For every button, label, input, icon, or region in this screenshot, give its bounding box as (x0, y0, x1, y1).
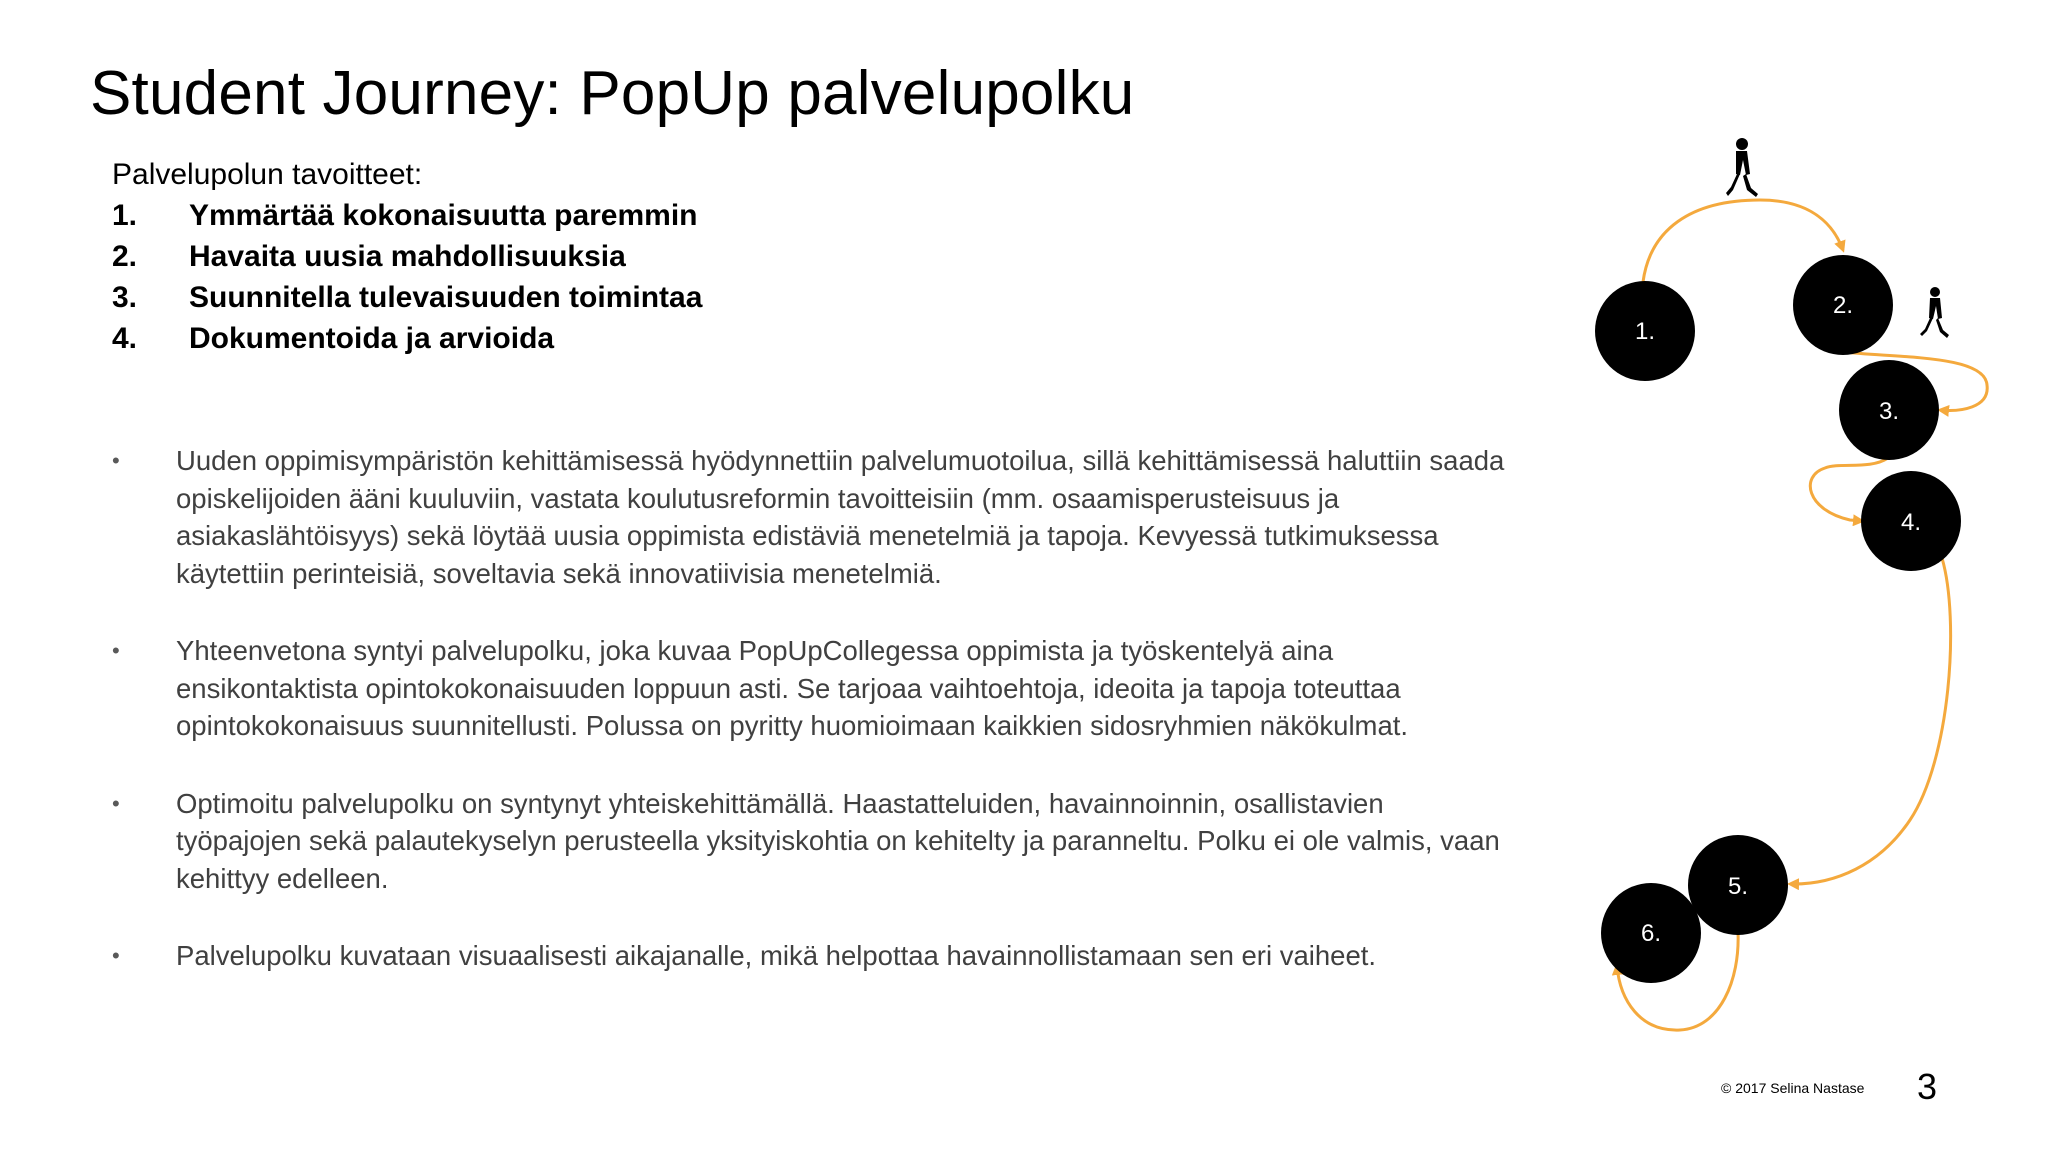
goal-text: Suunnitella tulevaisuuden toimintaa (189, 281, 703, 314)
step-node-4 (1861, 471, 1961, 571)
step-node-6 (1601, 883, 1701, 983)
step-label: 3. (1878, 398, 1900, 425)
journey-diagram (1560, 120, 2020, 1060)
bullet-text: Optimoitu palvelupolku on syntynyt yhteiskehittämällä. Haastatteluiden, havainnoinnin, osallistavien työpajojen sekä palautekyselyn perusteella yksityiskohtia on kehitelty ja paranneltu. Polku ei ole valmis, vaan kehittyy edelleen. (176, 787, 1500, 894)
walking-person-icon (1726, 138, 1758, 197)
bullet-text: Uuden oppimisympäristön kehittämisessä hyödynnettiin palvelumuotoilua, sillä kehittämisessä haluttiin saada opiskelijoiden ääni kuuluviin, vastata koulutusreformin tavoitteisiin (mm. osaamisperusteisuus ja asiakaslähtöisyys) sekä löytää uusia oppimista edistäviä menetelmiä ja tapoja. Kevyessä tutkimuksessa käytettiin perinteisiä, soveltavia sekä innovatiivisia menetelmiä. (176, 445, 1505, 589)
list-item (112, 785, 1512, 898)
list-item (112, 632, 1512, 745)
journey-diagram-svg (1560, 120, 2020, 1060)
step-node-5 (1688, 835, 1788, 935)
page-number: 3 (1917, 1066, 1938, 1107)
goal-number: 1. (112, 199, 138, 232)
step-node-3 (1839, 360, 1939, 460)
goals-heading: Palvelupolun tavoitteet: (112, 158, 423, 191)
step-label: 6. (1640, 920, 1662, 947)
goals-section (112, 154, 702, 359)
step-label: 4. (1900, 509, 1922, 536)
goal-text: Havaita uusia mahdollisuuksia (189, 240, 626, 273)
step-label: 1. (1634, 318, 1656, 345)
bullet-list (112, 442, 1512, 1015)
step-label: 2. (1832, 292, 1854, 319)
bullet-text: Palvelupolku kuvataan visuaalisesti aikajanalle, mikä helpottaa havainnollistamaan sen eri vaiheet. (176, 940, 1377, 971)
goal-item (112, 195, 702, 236)
goal-item (112, 236, 702, 277)
page-title: Student Journey: PopUp palvelupolku (90, 59, 1135, 128)
copyright-notice: © 2017 Selina Nastase (1721, 1080, 1865, 1096)
bullet-icon: • (112, 943, 120, 968)
goal-text: Dokumentoida ja arvioida (189, 322, 555, 355)
list-item (112, 442, 1512, 592)
step-label: 5. (1727, 873, 1749, 900)
bullet-icon: • (112, 638, 120, 663)
list-item (112, 937, 1512, 975)
goal-item (112, 277, 702, 318)
arrow-4-to-5 (1790, 558, 1951, 884)
bullet-icon: • (112, 790, 120, 816)
goal-text: Ymmärtää kokonaisuutta paremmin (189, 199, 698, 232)
goal-number: 3. (112, 281, 138, 314)
walking-person-icon (1920, 287, 1949, 338)
goal-number: 2. (112, 240, 138, 273)
goal-item (112, 318, 702, 359)
step-node-1 (1595, 281, 1695, 381)
goal-number: 4. (112, 322, 138, 355)
step-node-2 (1793, 255, 1893, 355)
bullet-text: Yhteenvetona syntyi palvelupolku, joka kuvaa PopUpCollegessa oppimista ja työskentelyä aina ensikontaktista opintokokonaisuuden loppuun asti. Se tarjoaa vaihtoehtoja, ideoita ja tapoja toteuttaa opintokokonaisuus suunnitellusti. Polussa on pyritty huomioimaan kaikkien sidosryhmien näkökulmat. (176, 635, 1409, 741)
bullet-icon: • (112, 448, 120, 473)
